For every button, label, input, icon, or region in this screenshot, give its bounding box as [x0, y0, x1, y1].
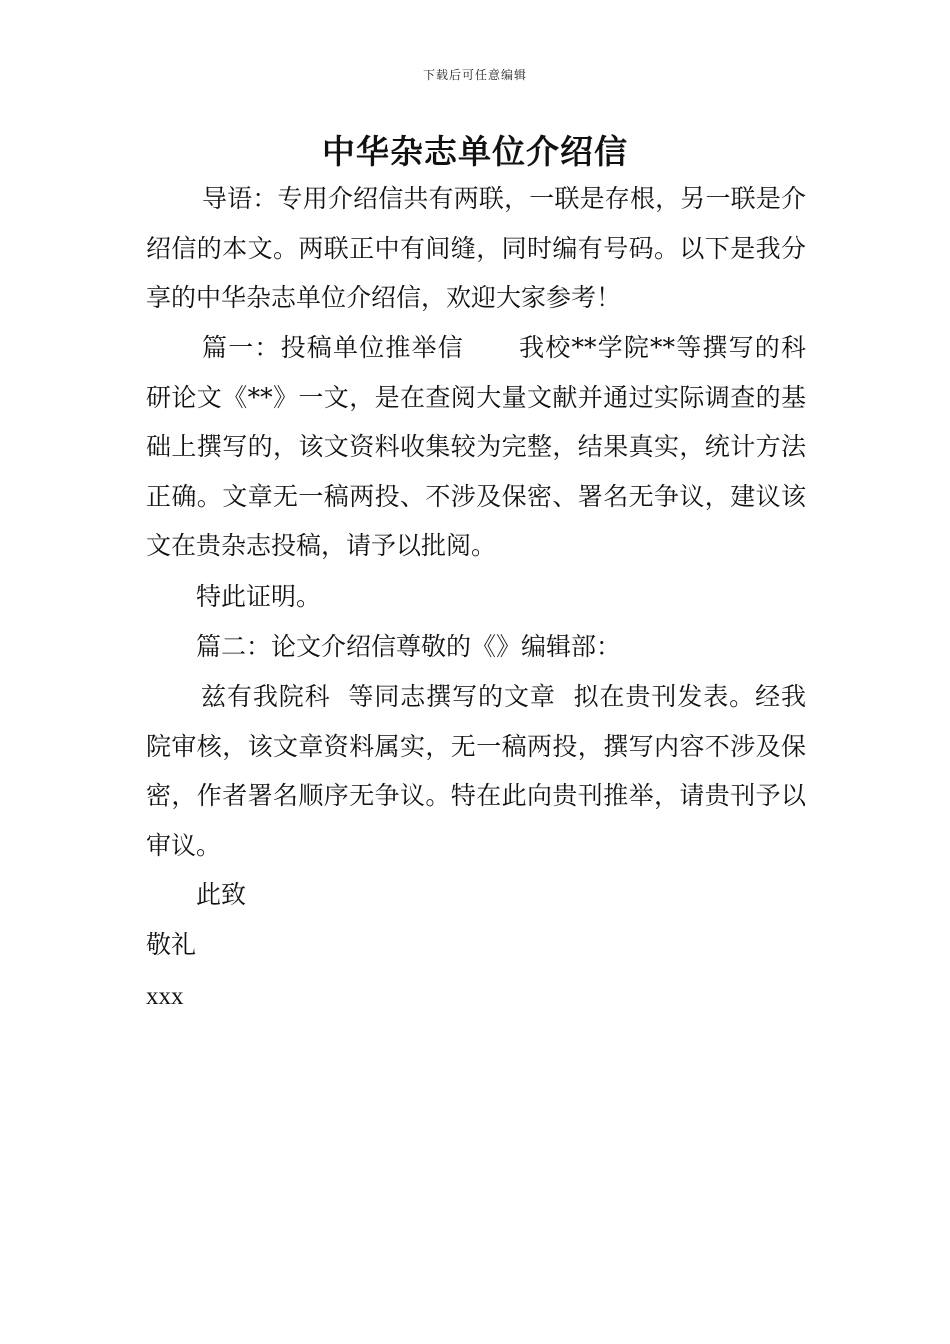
certify-block: [146, 572, 806, 622]
closing-line: 此致: [196, 880, 247, 909]
salute-block: [146, 920, 806, 970]
section-two-paragraph: 兹有我院科 等同志撰写的文章 拟在贵刊发表。经我院审核，该文章资料属实，无一稿两投，撰写内容不涉及保密，作者署名顺序无争议。特在此向贵刊推举，请贵刊予以审议。: [146, 682, 806, 860]
document-title: 中华杂志单位介绍信: [322, 132, 628, 171]
intro-block: [146, 174, 806, 323]
section-two-heading: 篇二：论文介绍信尊敬的《》编辑部：: [196, 632, 622, 661]
section-two-heading-block: [146, 622, 806, 672]
closing-block: [146, 870, 806, 920]
intro-paragraph: 导语：专用介绍信共有两联，一联是存根，另一联是介绍信的本文。两联正中有间缝，同时编有号码。以下是我分享的中华杂志单位介绍信，欢迎大家参考！: [146, 184, 806, 313]
section-one-body: 我校**学院**等撰写的科研论文《**》一文，是在查阅大量文献并通过实际调查的基础上撰写的，该文资料收集较为完整，结果真实，统计方法正确。文章无一稿两投、不涉及保密、署名无争议，建议该文在贵杂志投稿，请予以批阅。: [146, 333, 806, 561]
section-one-block: [146, 323, 806, 571]
salute-line: 敬礼: [146, 930, 197, 959]
signature-line: xxx: [146, 983, 184, 1010]
certify-line: 特此证明。: [196, 582, 322, 611]
header-note: 下载后可任意编辑: [422, 68, 527, 82]
section-one-paragraph: [146, 323, 806, 571]
section-two-block: [146, 672, 806, 870]
signature-block: [146, 972, 806, 1022]
section-one-heading: 篇一：投稿单位推举信: [202, 333, 464, 362]
